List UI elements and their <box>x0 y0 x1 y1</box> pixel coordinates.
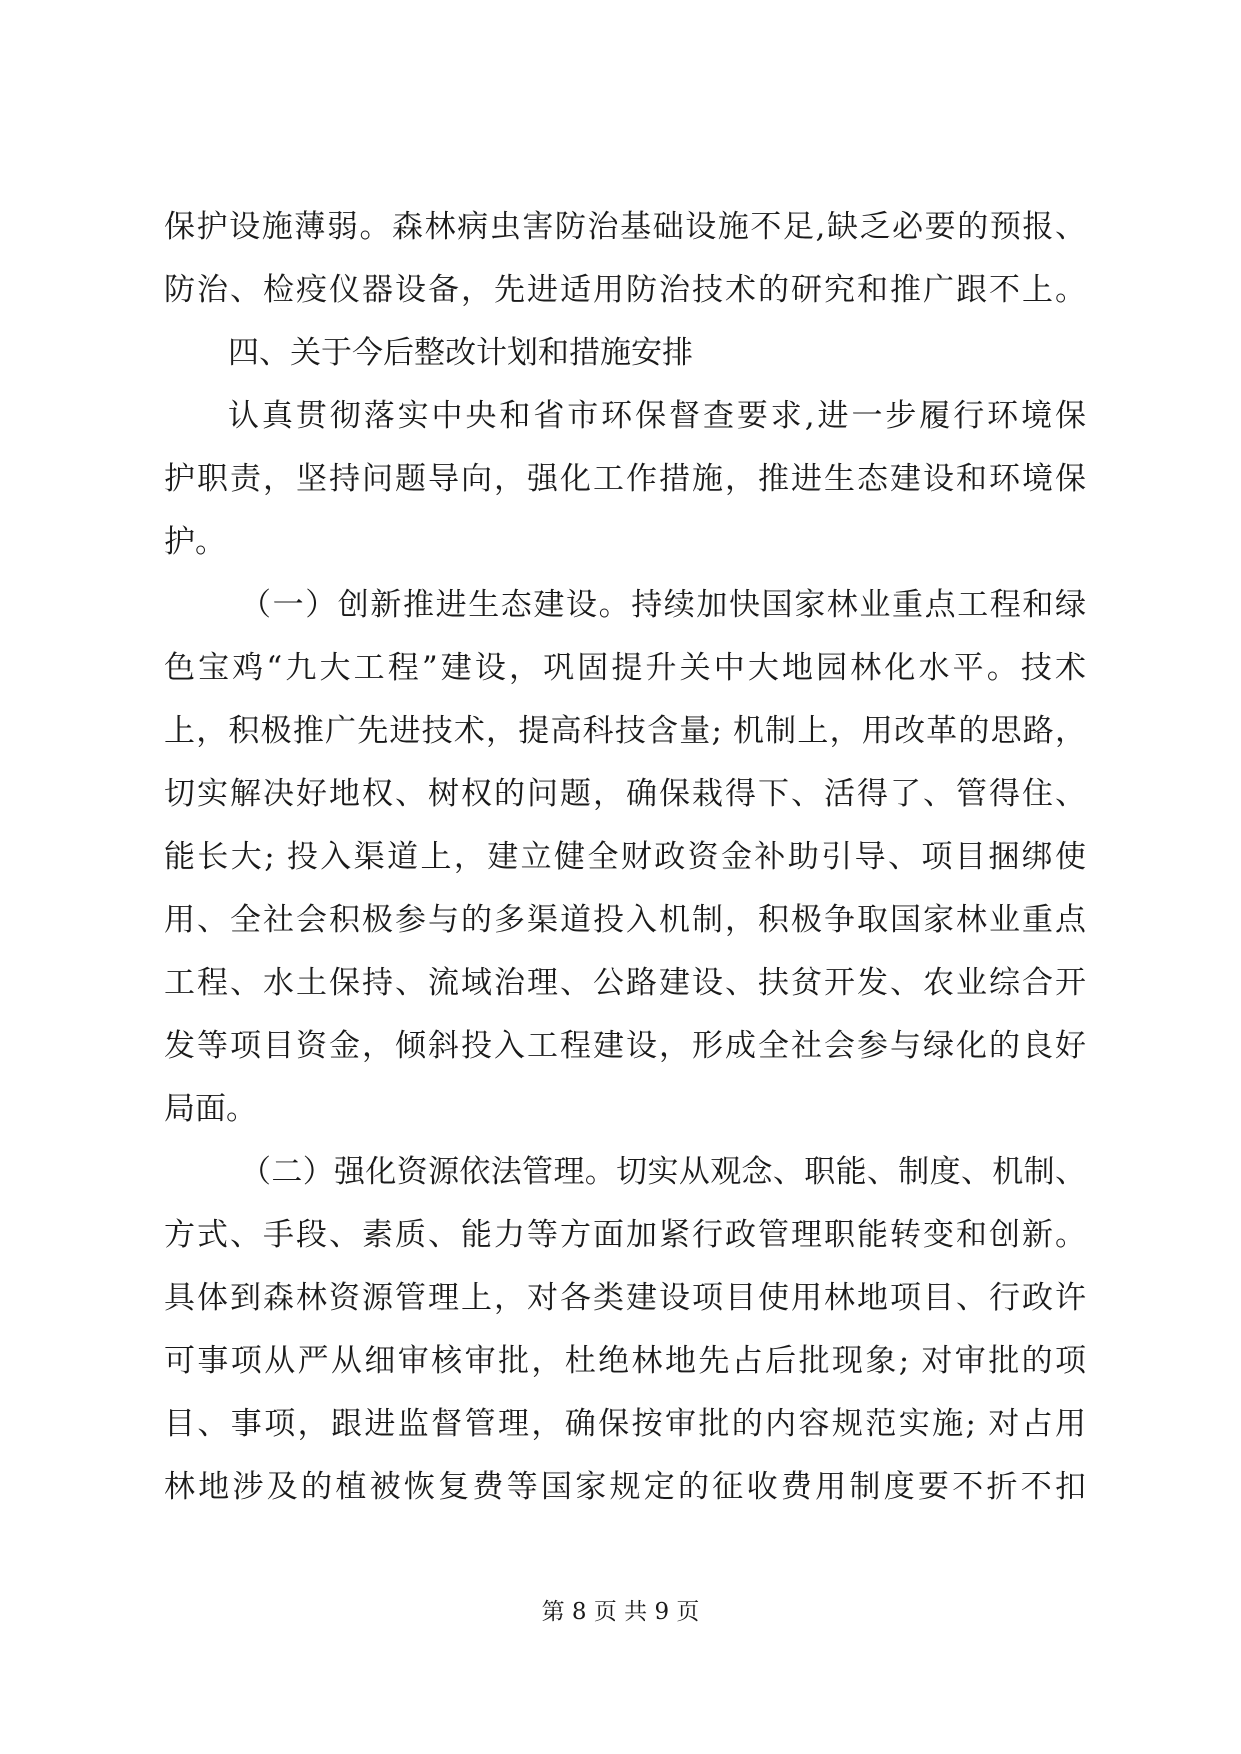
text-line: 护。 <box>164 524 226 560</box>
body-text <box>164 196 1086 1519</box>
text-line: 防治、检疫仪器设备，先进适用防治技术的研究和推广跟不上。 <box>164 272 1086 308</box>
text-line: 发等项目资金，倾斜投入工程建设，形成全社会参与绿化的良好 <box>164 1028 1086 1064</box>
text-line: 局面。 <box>164 1091 257 1127</box>
text-line: 切实解决好地权、树权的问题，确保栽得下、活得了、管得住、 <box>164 776 1086 812</box>
text-line: 色宝鸡“九大工程”建设，巩固提升关中大地园林化水平。技术 <box>164 650 1086 686</box>
subsection-heading-1: （一）创新推进生态建设。持续加快国家林业重点工程和绿 <box>240 587 1086 623</box>
text-line: 上，积极推广先进技术，提高科技含量; 机制上，用改革的思路， <box>164 713 1086 749</box>
text-line: 保护设施薄弱。森林病虫害防治基础设施不足,缺乏必要的预报、 <box>164 209 1086 245</box>
text-line: 可事项从严从细审核审批，杜绝林地先占后批现象; 对审批的项 <box>164 1343 1086 1379</box>
text-line: 工程、水土保持、流域治理、公路建设、扶贫开发、农业综合开 <box>164 965 1086 1001</box>
text-line: 认真贯彻落实中央和省市环保督查要求,进一步履行环境保 <box>228 398 1086 434</box>
page-number: 第 8 页 共 9 页 <box>541 1599 700 1625</box>
text-line: 能长大; 投入渠道上，建立健全财政资金补助引导、项目捆绑使 <box>164 839 1086 875</box>
text-line: 具体到森林资源管理上，对各类建设项目使用林地项目、行政许 <box>164 1280 1086 1316</box>
text-line: 林地涉及的植被恢复费等国家规定的征收费用制度要不折不扣 <box>164 1469 1086 1505</box>
text-line: 方式、手段、素质、能力等方面加紧行政管理职能转变和创新。 <box>164 1217 1086 1253</box>
text-line: 护职责，坚持问题导向，强化工作措施，推进生态建设和环境保 <box>164 461 1086 497</box>
text-line: 目、事项，跟进监督管理，确保按审批的内容规范实施; 对占用 <box>164 1406 1086 1442</box>
subsection-heading-2: （二）强化资源依法管理。切实从观念、职能、制度、机制、 <box>240 1154 1086 1190</box>
section-heading: 四、关于今后整改计划和措施安排 <box>228 335 693 371</box>
text-line: 用、全社会积极参与的多渠道投入机制，积极争取国家林业重点 <box>164 902 1086 938</box>
